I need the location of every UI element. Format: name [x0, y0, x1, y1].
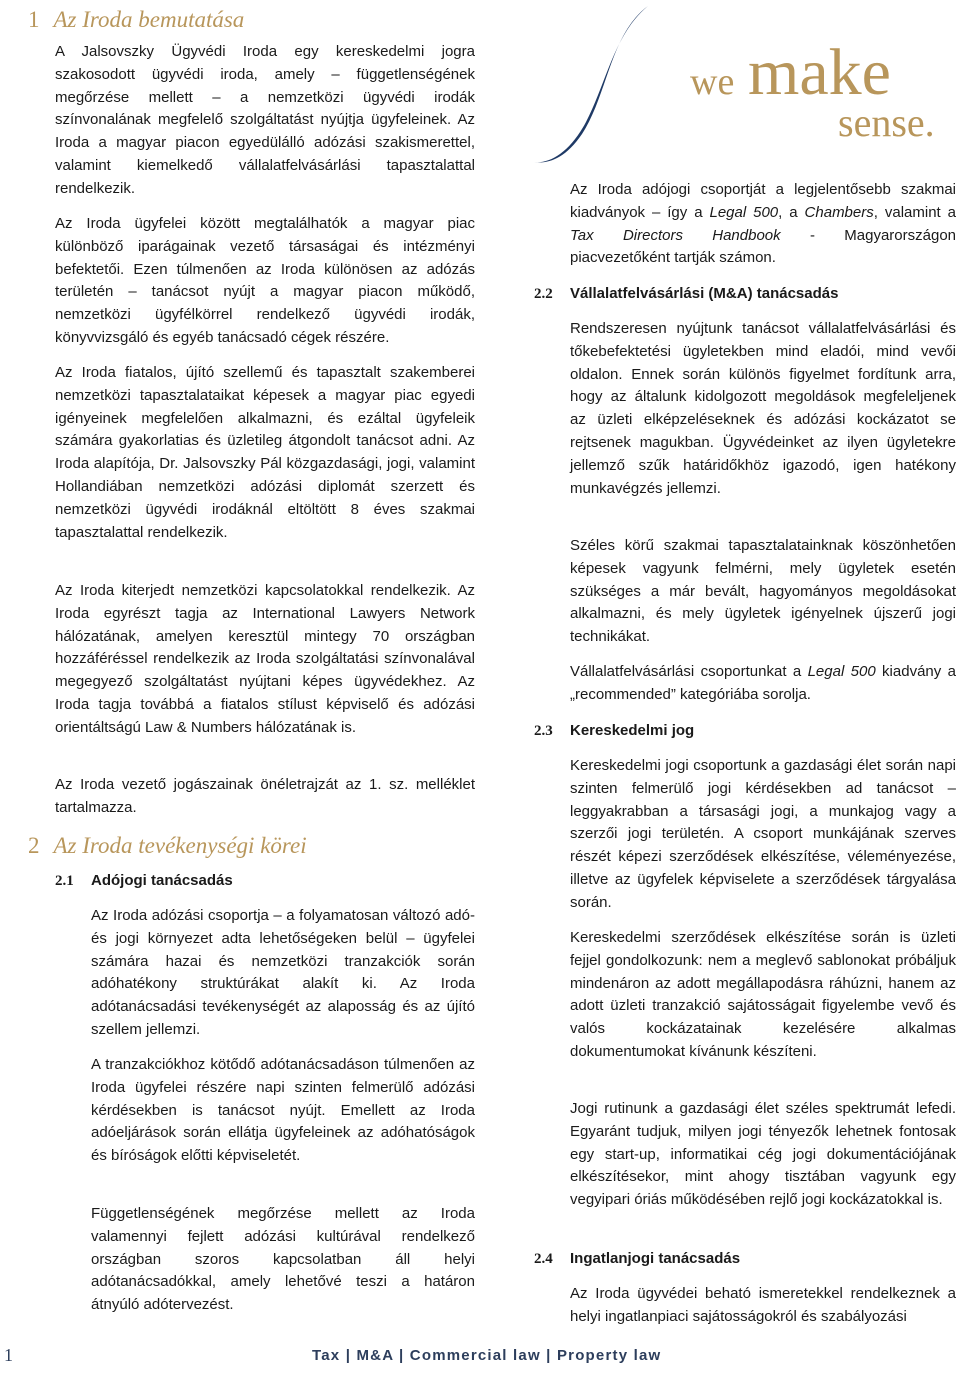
we-make-sense-logo	[530, 4, 950, 174]
logo-swash	[534, 6, 648, 162]
property-paragraph-1: Az Iroda ügyvédei beható ismeretekkel rendelkeznek a helyi ingatlanpiaci sajátosságokról és szabályozási	[570, 1285, 956, 1325]
logo-word-we: we	[690, 61, 735, 103]
subsection-2-1-heading	[55, 872, 233, 890]
logo-word-make: make	[748, 36, 891, 109]
footer-practice-areas: Tax | M&A | Commercial law | Property law	[312, 1347, 662, 1364]
commercial-paragraph-2: Kereskedelmi szerződések elkészítése során is üzleti fejjel gondolkozunk: nem a meglevő sablonokat próbáljuk mindenáron az adott megállapodásra ráhúzni, hanem az adott üzleti tranzakció sajátosságait figyelembe vevő és valós kockázatainak kezelésére alkalmas dokumentumokat kívánunk készíteni.	[570, 929, 956, 1060]
subsection-2-4-title: Ingatlanjogi tanácsadás	[570, 1250, 741, 1267]
intro-paragraph-1: A Jalsovszky Ügyvédi Iroda egy kereskedelmi jogra szakosodott ügyvédi iroda, amely – függetlenségének megőrzése mellett – a nemzetközi ügyvédi irodák színvonalának megfelelő szolgáltatást nyújtja ügyfeleinek. Az Iroda a magyar piacon egyedülálló adózási szakismerettel, valamint kiemelkedő vállalatfelvásárlási tapasztalattal rendelkezik.	[55, 43, 475, 197]
subsection-2-1-number: 2.1	[55, 873, 74, 889]
logo-word-sense: sense.	[838, 100, 935, 145]
subsection-2-4-number: 2.4	[534, 1251, 553, 1267]
ma-paragraph-2: Széles körű szakmai tapasztalatainknak köszönhetően képesek vagyunk felmérni, mely ügyletek esetén szükséges a már bevált, hagyományos megoldásokat alkalmazni, és mely ügyletek igényelnek újszerű jogi technikákat.	[570, 537, 956, 646]
commercial-paragraph-1: Kereskedelmi jogi csoportunk a gazdasági élet során napi szinten felmerülő jogi kérdésekben ad tanácsot – leggyakrabban a társasági jogi, a munkajog vagy a szerzői jogi területén. A csoport munkájának szerves részét képezi szerződések elkészítése, véleményezése, illetve az ügyfelek képviselete a szerződések tárgyalása során.	[570, 757, 956, 911]
section-1-number: 1	[28, 7, 40, 32]
tax-paragraph-2: A tranzakciókhoz kötődő adótanácsadáson túlmenően az Iroda ügyfelei részére napi szinten felmerülő adózási kérdésekben is tanácsot nyújt. Emellett az Iroda adóeljárások során ellátja ügyfeleinek az adóhatóságok és bíróságok előtti képviseletét.	[91, 1056, 475, 1165]
tax-paragraph-3: Függetlenségének megőrzése mellett az Iroda valamennyi fejlett adózási kultúrával rendelkező országban szoros kapcsolatban áll helyi adótanácsadókkal, amely lehetővé teszi a határon átnyúló adótervezést.	[91, 1205, 475, 1314]
tax-recognition-paragraph: Az Iroda adójogi csoportját a legjelentősebb szakmai kiadványok – így a Legal 500, a Chambers, valamint a Tax Directors Handbook - Magyarországon piacvezetőként tartják számon.	[570, 181, 956, 267]
intro-paragraph-4: Az Iroda kiterjedt nemzetközi kapcsolatokkal rendelkezik. Az Iroda egyrészt tagja az International Lawyers Network hálózatának, amelyen keresztül mintegy 70 országban hozzáféréssel rendelkezik az Iroda szolgáltatási színvonalával megegyező szolgáltatást nyújtani képes ügyvédekhez. Az Iroda tagja továbbá a fiatalos stílust képviselő és adózási orientáltságú Law & Numbers hálózatának is.	[55, 582, 475, 736]
section-2-heading	[28, 833, 307, 859]
intro-paragraph-5: Az Iroda vezető jogászainak önéletrajzát az 1. sz. melléklet tartalmazza.	[55, 776, 475, 816]
ma-paragraph-3: Vállalatfelvásárlási csoportunkat a Legal 500 kiadvány a „recommended” kategóriába sorolja.	[570, 663, 956, 703]
subsection-2-3-heading	[534, 722, 694, 740]
section-2-number: 2	[28, 833, 40, 858]
commercial-paragraph-3: Jogi rutinunk a gazdasági élet széles spektrumát lefedi. Egyaránt tudjuk, milyen jogi tényezők lehetnek fontosak egy start-up, informatikai cég jogi dokumentációjának elkészítésekor, mint ahogy tisztában vagyunk egy vegyipari óriás működésében rejlő jogi kockázatokkal is.	[570, 1100, 956, 1209]
page-number: 1	[4, 1345, 13, 1365]
section-1-heading	[28, 7, 244, 33]
subsection-2-3-title: Kereskedelmi jog	[570, 722, 695, 739]
subsection-2-1-title: Adójogi tanácsadás	[91, 872, 233, 889]
intro-paragraph-2: Az Iroda ügyfelei között megtalálhatók a magyar piac különböző iparágainak vezető társaságai és intézményi befektetői. Ezen túlmenően az Iroda különösen az adózás területén – tanácsot nyújt a magyar piacon működő, nemzetközi ügyfélkörrel rendelkező ügyvédi irodák, könyvvizsgáló és egyéb tanácsadó cégek részére.	[55, 215, 475, 346]
subsection-2-3-number: 2.3	[534, 723, 553, 739]
subsection-2-4-heading	[534, 1250, 740, 1268]
intro-paragraph-3: Az Iroda fiatalos, újító szellemű és tapasztalt szakemberei nemzetközi tapasztalataikat képesek a magyar piac egyedi igényeinek megfelelően alkalmazni, és ezáltal ügyfeleik számára gyakorlatias és üzletileg átgondolt tanácsot adni. Az Iroda alapítója, Dr. Jalsovszky Pál közgazdasági, jogi, valamint Hollandiában nemzetközi adózási diplomát szerzett és nemzetközi ügyvédi irodáknál eltöltött 8 éves szakmai tapasztalattal rendelkezik.	[55, 364, 475, 541]
section-2-title: Az Iroda tevékenységi körei	[53, 833, 307, 858]
subsection-2-2-number: 2.2	[534, 286, 553, 302]
section-1-title: Az Iroda bemutatása	[53, 7, 245, 32]
tax-paragraph-1: Az Iroda adózási csoportja – a folyamatosan változó adó- és jogi környezet adta lehetőségeken belül – ügyfelei számára hazai és nemzetközi tranzakciók során adóhatékony struktúrákat alakít ki. Az Iroda adótanácsadási tevékenységét az alaposság és az újító szellem jellemzi.	[91, 907, 475, 1038]
subsection-2-2-heading	[534, 285, 838, 303]
subsection-2-2-title: Vállalatfelvásárlási (M&A) tanácsadás	[570, 285, 839, 302]
ma-paragraph-1: Rendszeresen nyújtunk tanácsot vállalatfelvásárlási és tőkebefektetési ügyletekben mind eladói, mind vevői oldalon. Ennek során különös figyelmet fordítunk arra, hogy az általunk kidolgozott megoldások megfeleljenek az üzleti elképzeléseknek és adózási kockázatot se rejtsenek magukban. Ügyvédeinket az ilyen ügyletekre jellemző szűk határidőkhöz igazodó, igen hatékony munkavégzés jellemzi.	[570, 320, 956, 497]
